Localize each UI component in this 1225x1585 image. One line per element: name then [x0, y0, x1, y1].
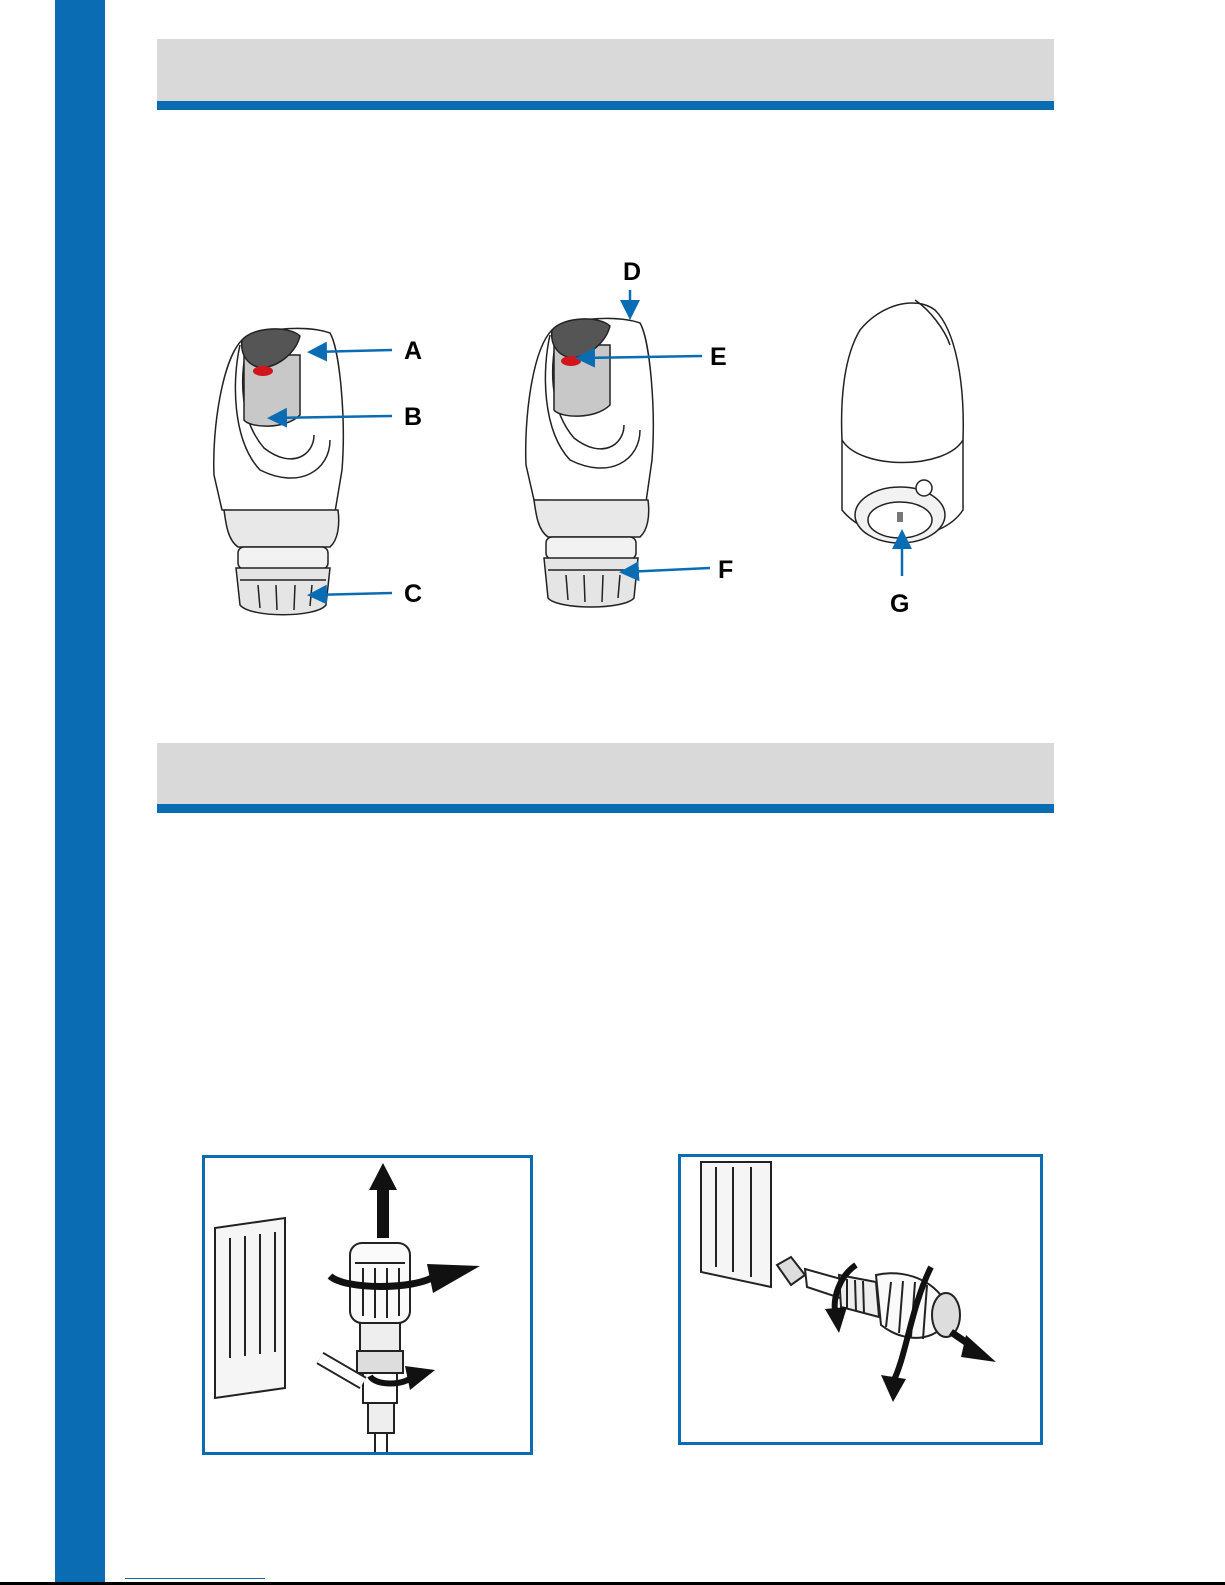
section-header-2-rule [157, 804, 1054, 813]
callout-label-D: D [623, 258, 642, 286]
callout-label-A: A [404, 337, 423, 365]
callout-label-F: F [718, 556, 734, 584]
callout-label-B: B [404, 403, 423, 431]
install-figure-valve-cap-removal [202, 1155, 533, 1455]
pull-arrow-icon [951, 1332, 996, 1362]
callout-label-E: E [710, 343, 727, 371]
callout-label-G: G [890, 590, 910, 618]
section-header-2 [157, 743, 1054, 805]
thermostat-front-view-1 [214, 328, 344, 614]
thermostat-mounting-illustration [681, 1157, 1040, 1442]
device-illustrations [0, 0, 1225, 720]
callout-label-C: C [404, 580, 423, 608]
pull-arrow-icon [369, 1163, 397, 1238]
valve-cap-illustration [205, 1158, 530, 1452]
footer-link-underline [125, 1578, 265, 1579]
thermostat-rear-view [842, 300, 964, 543]
thermostat-front-view-2 [526, 318, 654, 607]
install-figure-thermostat-mounting [678, 1154, 1043, 1445]
